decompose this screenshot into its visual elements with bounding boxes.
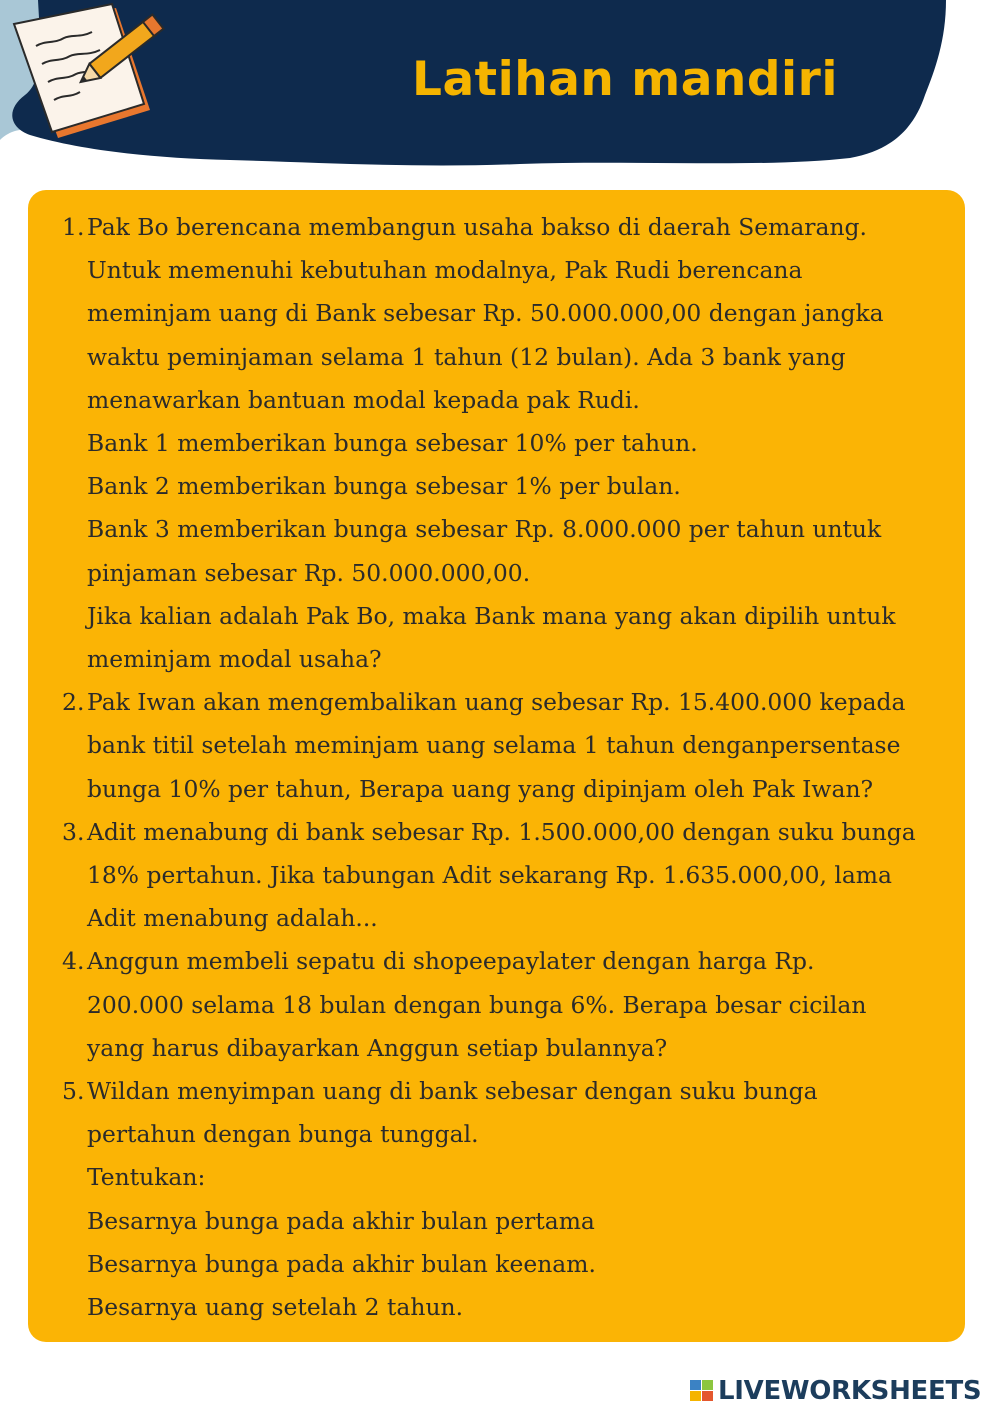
question-line: bank titil setelah meminjam uang selama 1 tahun denganpersentase [87, 731, 901, 760]
question-number: 2. [62, 688, 85, 717]
question-2 [28, 681, 968, 811]
question-line: meminjam modal usaha? [87, 645, 382, 674]
question-line: Besarnya bunga pada akhir bulan pertama [87, 1206, 595, 1235]
question-line: Jika kalian adalah Pak Bo, maka Bank mana yang akan dipilih untuk [87, 601, 896, 630]
question-number: 3. [62, 817, 85, 846]
liveworksheets-branding[interactable] [690, 1374, 981, 1408]
question-line: Anggun membeli sepatu di shopeepaylater dengan harga Rp. [87, 947, 815, 976]
question-line: meminjam uang di Bank sebesar Rp. 50.000.000,00 dengan jangka [87, 299, 884, 328]
question-line: Untuk memenuhi kebutuhan modalnya, Pak Rudi berencana [87, 256, 803, 285]
question-number: 4. [62, 947, 85, 976]
question-line: Pak Iwan akan mengembalikan uang sebesar Rp. 15.400.000 kepada [87, 688, 906, 717]
question-line: pertahun dengan bunga tunggal. [87, 1120, 479, 1149]
page-title: Latihan mandiri [412, 52, 838, 107]
question-line: Bank 1 memberikan bunga sebesar 10% per tahun. [87, 429, 698, 458]
question-1 [28, 206, 968, 681]
question-4 [28, 940, 968, 1070]
question-line: Tentukan: [87, 1163, 206, 1192]
question-3 [28, 811, 968, 941]
question-line: 200.000 selama 18 bulan dengan bunga 6%. Berapa besar cicilan [87, 990, 867, 1019]
question-line: waktu peminjaman selama 1 tahun (12 bulan). Ada 3 bank yang [87, 342, 846, 371]
question-line: 18% pertahun. Jika tabungan Adit sekarang Rp. 1.635.000,00, lama [87, 861, 892, 890]
brand-text: LIVEWORKSHEETS [718, 1376, 982, 1406]
question-line: Bank 2 memberikan bunga sebesar 1% per bulan. [87, 472, 681, 501]
question-number: 1. [62, 213, 85, 241]
question-line: Pak Bo berencana membangun usaha bakso di daerah Semarang. [87, 213, 867, 241]
question-line: bunga 10% per tahun, Berapa uang yang dipinjam oleh Pak Iwan? [87, 774, 874, 803]
notepad-pencil-icon [8, 0, 173, 145]
question-line: pinjaman sebesar Rp. 50.000.000,00. [87, 558, 531, 587]
question-5 [28, 1070, 968, 1329]
liveworksheets-logo-icon [690, 1380, 714, 1402]
worksheet-card [28, 190, 965, 1342]
question-line: Wildan menyimpan uang di bank sebesar dengan suku bunga [87, 1077, 818, 1106]
question-number: 5. [62, 1077, 85, 1106]
question-line: Bank 3 memberikan bunga sebesar Rp. 8.000.000 per tahun untuk [87, 515, 882, 544]
question-line: Adit menabung di bank sebesar Rp. 1.500.000,00 dengan suku bunga [87, 817, 916, 846]
question-list [28, 206, 968, 1329]
question-line: yang harus dibayarkan Anggun setiap bulannya? [87, 1033, 668, 1062]
question-line: Besarnya bunga pada akhir bulan keenam. [87, 1249, 596, 1278]
question-line: Adit menabung adalah... [87, 904, 378, 933]
question-line: Besarnya uang setelah 2 tahun. [87, 1293, 464, 1322]
question-line: menawarkan bantuan modal kepada pak Rudi. [87, 385, 640, 414]
